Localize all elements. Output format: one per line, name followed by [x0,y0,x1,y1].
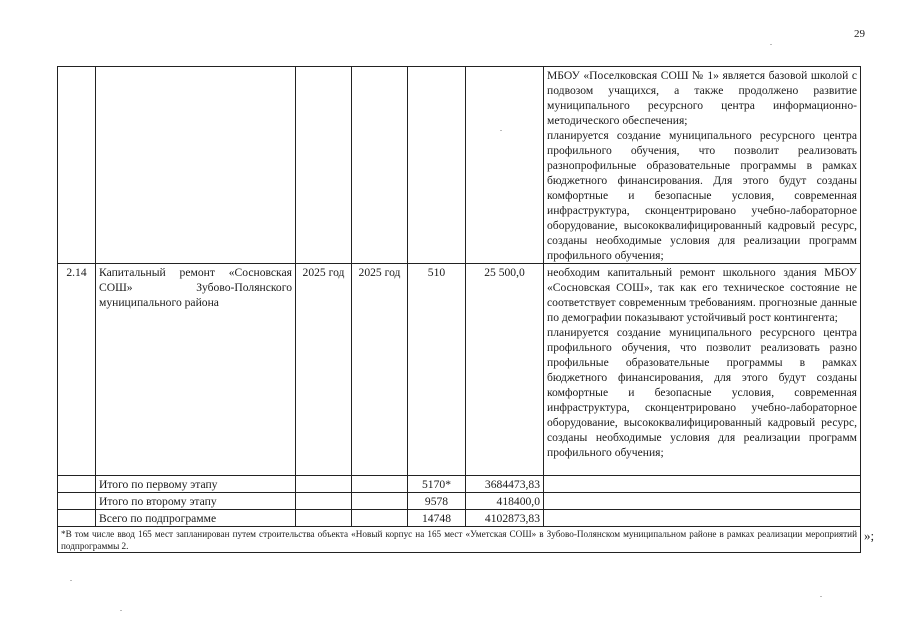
cell-places: 510 [408,264,466,476]
cell-num: 2.14 [58,264,96,476]
table-row-total-stage-2 [58,493,861,510]
cell-description [544,264,861,476]
total-cost: 4102873,83 [466,510,544,527]
table-row-continued [58,67,861,264]
cell-num [58,493,96,510]
cell-num [58,476,96,493]
table-row-2-14 [58,264,861,476]
cell-year-end: 2025 год [352,264,408,476]
closing-quote-mark: »; [864,528,875,543]
scan-speck [120,610,122,611]
cell-description [544,67,861,264]
total-label: Итого по второму этапу [96,493,296,510]
cell-cost [466,67,544,264]
scan-speck [500,130,502,131]
description-paragraph: МБОУ «Поселковская СОШ № 1» является базовой школой с подвозом учащихся, а также продолжено развитие муниципального ресурсного центра информационно-методического обеспечения; [547,69,857,127]
cell-name [96,67,296,264]
total-cost: 418400,0 [466,493,544,510]
scan-speck [770,44,772,45]
table-row-total-subprogram [58,510,861,527]
total-places: 14748 [408,510,466,527]
cell-num [58,67,96,264]
description-paragraph: планируется создание муниципального ресурсного центра профильного обучения, что позволит реализовать разно профильные образовательные программы в рамках бюджетного финансирования, для этого будут созданы комфортные и безопасные условия, современная инфраструктура, сконцентрировано учебно-лабораторное оборудование, высококвалифицированный кадровый ресурс, созданы необходимые условия для реализации программ профильного обучения; [547,326,857,459]
cell-year-start: 2025 год [296,264,352,476]
cell-name: Капитальный ремонт «Сосновская СОШ» Зубово-Полянского муниципального района [96,264,296,476]
cell-cost: 25 500,0 [466,264,544,476]
total-places: 9578 [408,493,466,510]
scan-speck [820,596,822,597]
subprogram-table [57,66,861,553]
total-cost: 3684473,83 [466,476,544,493]
total-label: Всего по подпрограмме [96,510,296,527]
total-places: 5170* [408,476,466,493]
description-paragraph: планируется создание муниципального ресурсного центра профильного обучения, что позволит реализовать разнопрофильные образовательные программы в рамках бюджетного финансирования. Для этого будут созданы комфортные и безопасные условия, современная инфраструктура, сконцентрировано учебно-лабораторное оборудование, высококвалифицированный кадровый ресурс, созданы необходимые условия для реализации программ профильного обучения; [547,129,857,262]
scan-speck [70,580,72,581]
cell-places [408,67,466,264]
cell-num [58,510,96,527]
description-paragraph: необходим капитальный ремонт школьного здания МБОУ «Сосновская СОШ», так как его техническое состояние не соответствует современным требованиям. прогнозные данные по демографии показывают устойчивый рост контингента; [547,266,857,324]
cell-year-end [352,67,408,264]
footnote: *В том числе ввод 165 мест запланирован путем строительства объекта «Новый корпус на 165 мест «Уметская СОШ» в Зубово-Полянском муниципальном районе в рамках реализации мероприятий подпрограммы 2. [58,527,861,553]
table-row-footnote [58,527,861,553]
page-number: 29 [854,28,865,40]
table-row-total-stage-1 [58,476,861,493]
cell-year-start [296,67,352,264]
total-label: Итого по первому этапу [96,476,296,493]
